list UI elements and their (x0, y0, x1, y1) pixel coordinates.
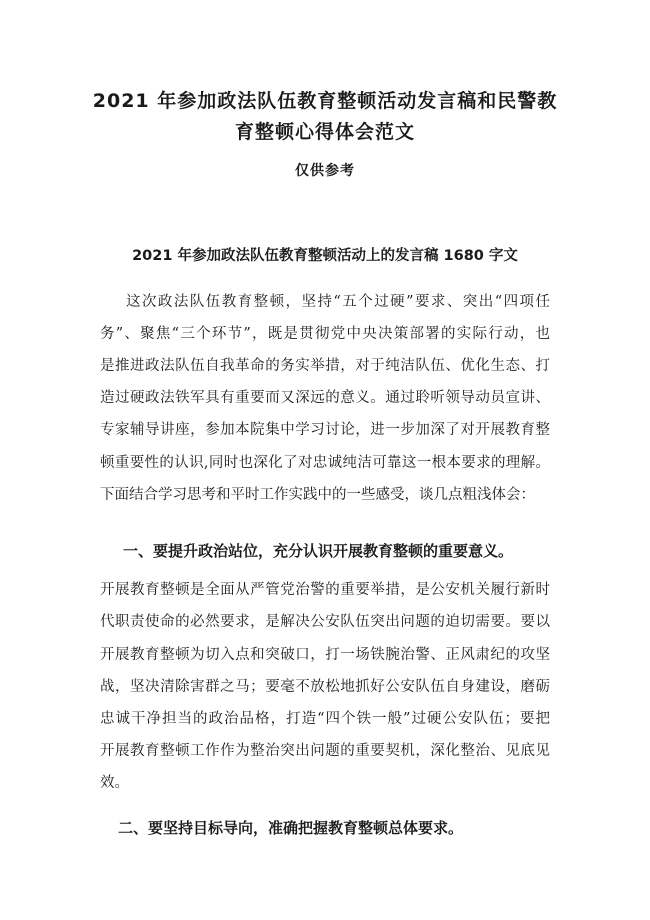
body-line: 代职责使命的必然要求，是解决公安队伍突出问题的迫切需要。要以 (100, 614, 550, 630)
body-line: 战，坚决清除害群之马；要毫不放松地抓好公安队伍自身建设，磨砺 (100, 679, 550, 695)
body-line: 开展教育整顿是全面从严管党治警的重要举措，是公安机关履行新时 (100, 582, 550, 598)
intro-line: 是推进政法队伍自我革命的务实举措，对于纯洁队伍、优化生态、打 (100, 358, 550, 374)
intro-line: 下面结合学习思考和平时工作实践中的一些感受，谈几点粗浅体会： (100, 487, 535, 503)
body-line: 忠诚干净担当的政治品格，打造“四个铁一般”过硬公安队伍；要把 (100, 711, 550, 727)
body-line: 开展教育整顿为切入点和突破口，打一场铁腕治警、正风肃纪的攻坚 (100, 647, 550, 663)
intro-line: 务”、聚焦“三个环节”，既是贯彻党中央决策部署的实际行动，也 (100, 326, 550, 342)
section-heading-2: 二、要坚持目标导向，准确把握教育整顿总体要求。 (118, 819, 464, 837)
document-title-line-1: 2021 年参加政法队伍教育整顿活动发言稿和民警教 (92, 90, 558, 112)
section-heading-1: 一、要提升政治站位，充分认识开展教育整顿的重要意义。 (123, 542, 514, 560)
body-line: 效。 (100, 775, 129, 791)
intro-line: 造过硬政法铁军具有重要而又深远的意义。通过聆听领导动员宣讲、 (100, 390, 550, 406)
document-subtitle: 仅供参考 (295, 163, 355, 179)
body-line: 开展教育整顿工作作为整治突出问题的重要契机，深化整治、见底见 (100, 743, 550, 759)
document-title-line-2: 育整顿心得体会范文 (234, 121, 415, 143)
intro-line: 专家辅导讲座，参加本院集中学习讨论，进一步加深了对开展教育整 (100, 422, 550, 438)
section-title: 2021 年参加政法队伍教育整顿活动上的发言稿 1680 字文 (132, 248, 518, 264)
intro-line: 顿重要性的认识,同时也深化了对忠诚纯洁可靠这一根本要求的理解。 (100, 455, 550, 471)
intro-line: 这次政法队伍教育整顿，坚持“五个过硬”要求、突出“四项任 (126, 294, 550, 310)
